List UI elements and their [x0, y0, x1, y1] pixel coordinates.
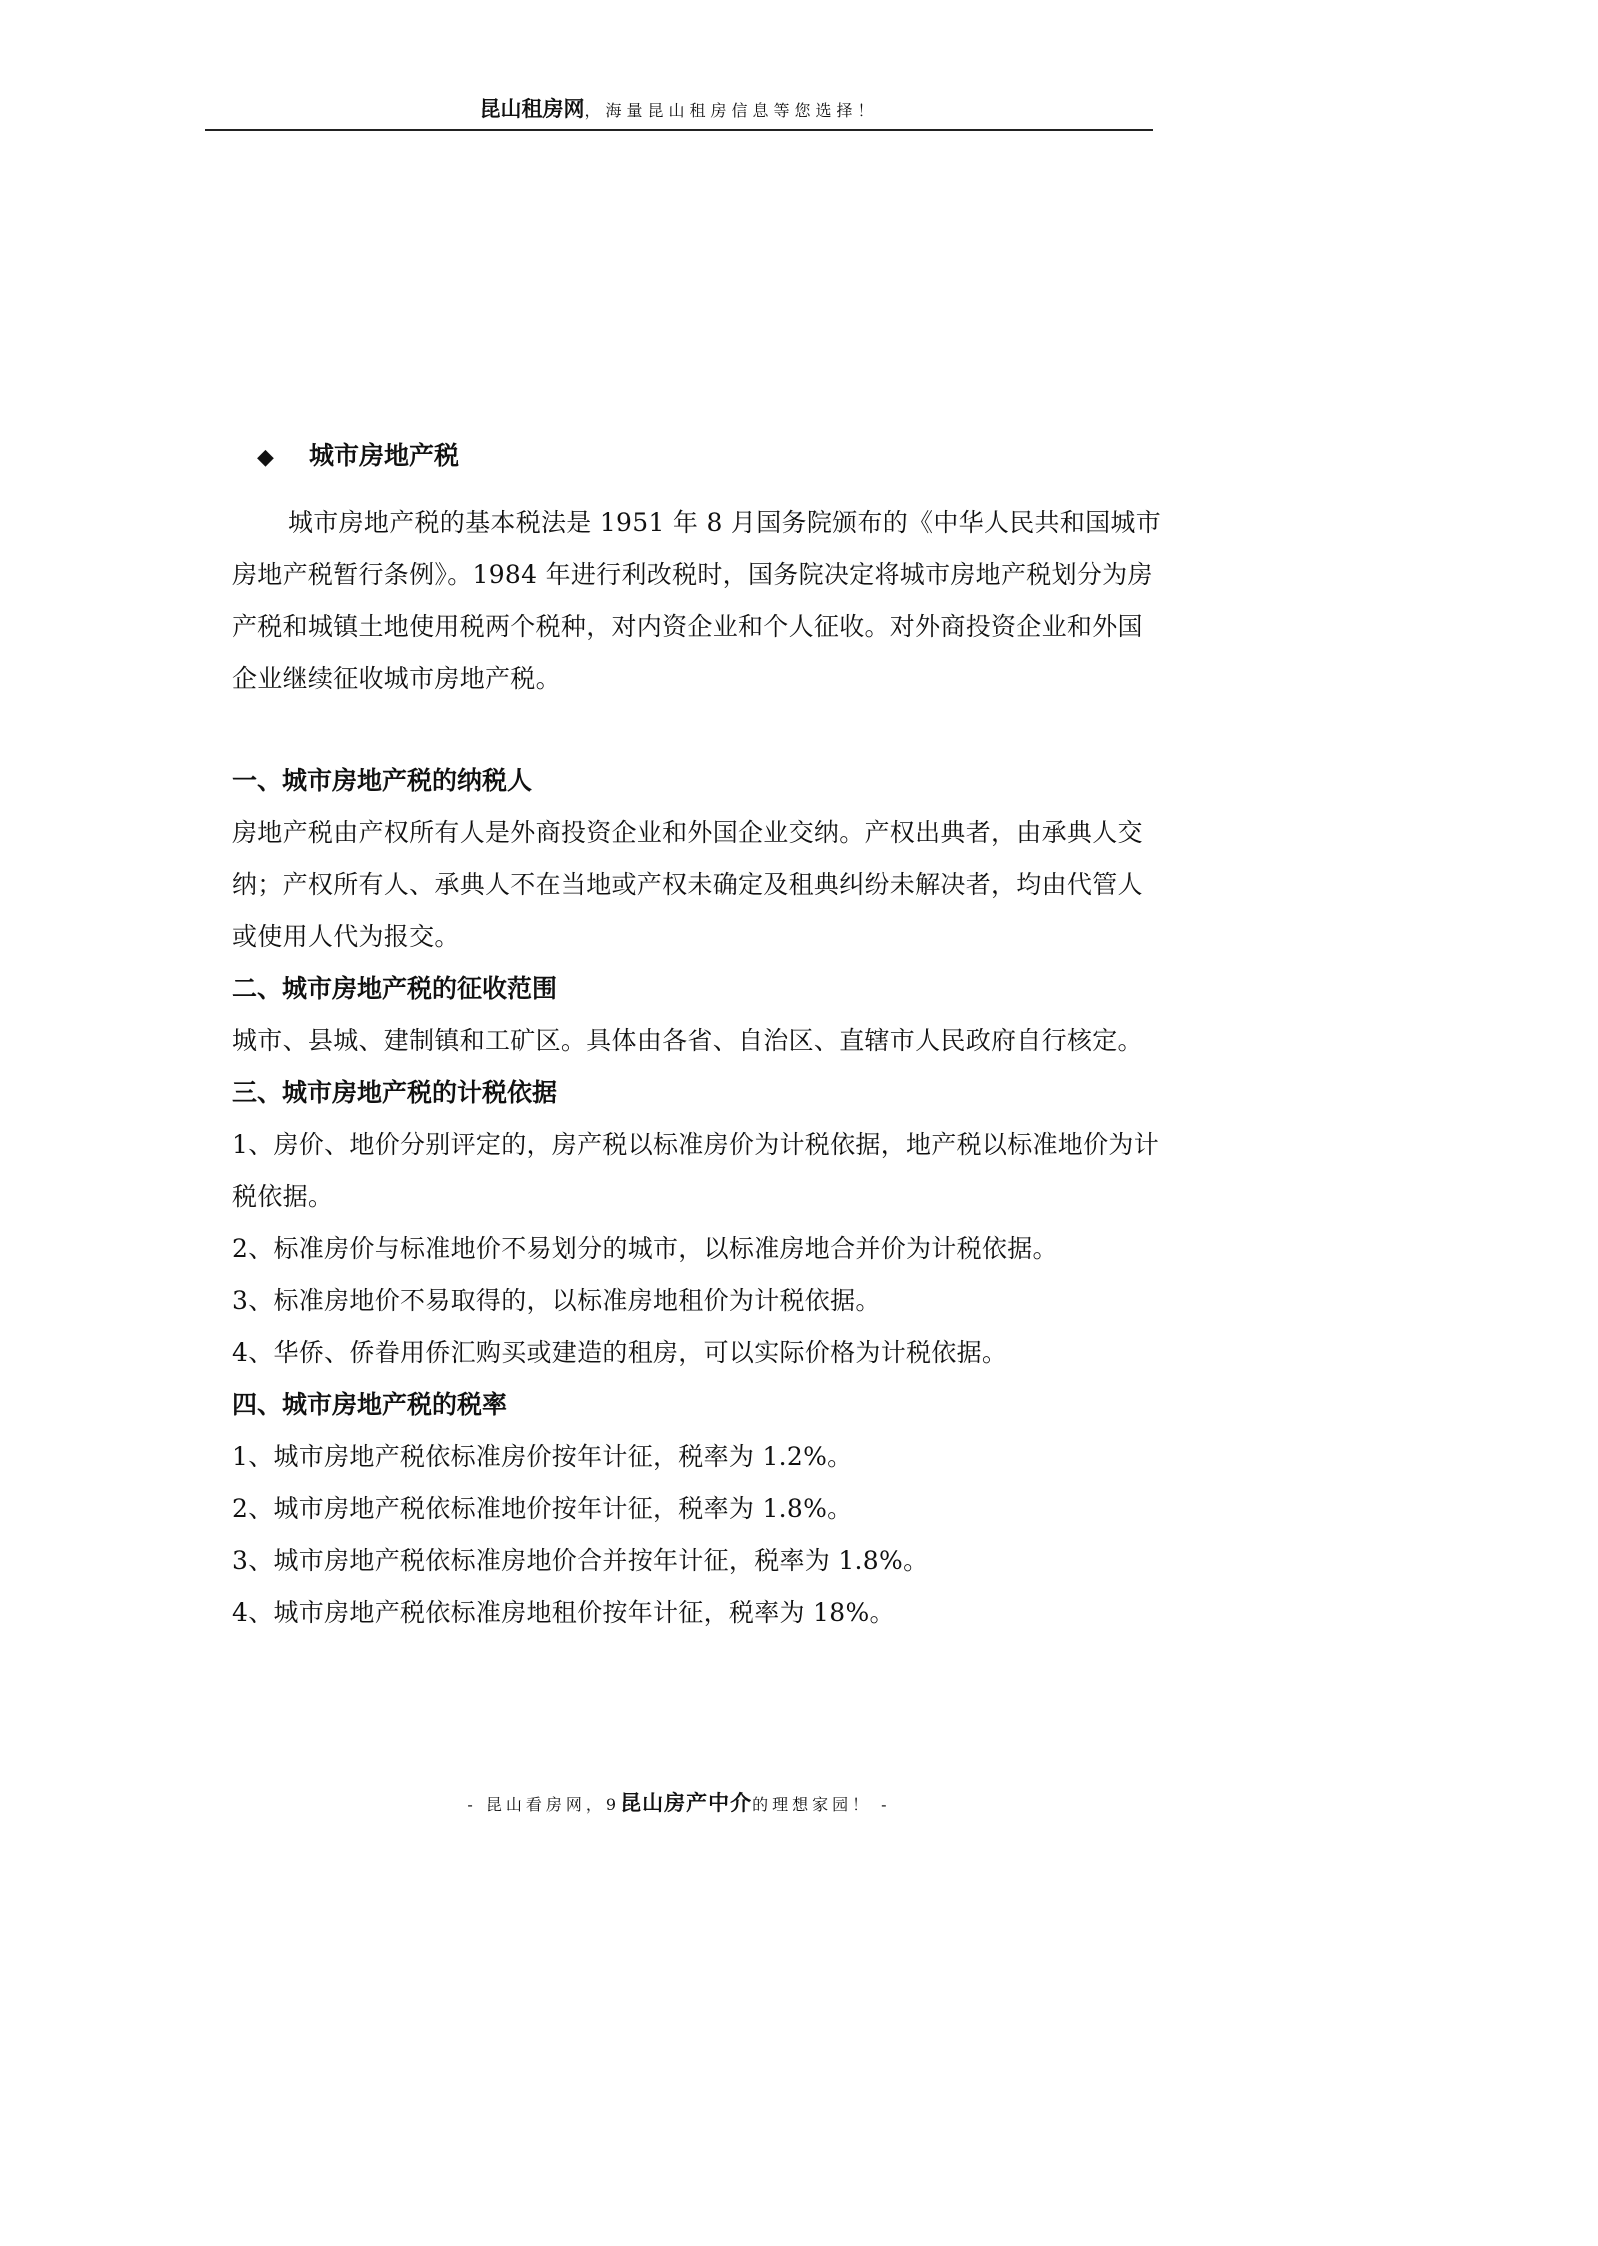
- page-header: [205, 96, 1153, 124]
- list-item-rate-1: 1、城市房地产税依标准房价按年计征，税率为 1.2%。: [232, 1442, 853, 1471]
- list-item-rate-3: 3、城市房地产税依标准房地价合并按年计征，税率为 1.8%。: [232, 1546, 929, 1575]
- header-divider: [205, 129, 1153, 131]
- section-title: [257, 438, 1162, 474]
- section-title-text: 城市房地产税: [309, 441, 460, 470]
- heading-scope: 二、城市房地产税的征收范围: [232, 974, 558, 1003]
- header-brand: 昆山租房网: [479, 97, 585, 121]
- intro-paragraph: 城市房地产税的基本税法是 1951 年 8 月国务院颁布的《中华人民共和国城市房地产税暂行条例》。1984 年进行利改税时，国务院决定将城市房地产税划分为房产税和城镇土地使用税两个税种，对内资企业和个人征收。对外商投资企业和外国企业继续征收城市房地产税。: [232, 508, 1162, 693]
- page-footer: [205, 1790, 1153, 1818]
- document-body: [232, 438, 1162, 1639]
- footer-suffix: 的理想家园！ -: [752, 1795, 891, 1814]
- list-item-basis-2: 2、标准房价与标准地价不易划分的城市，以标准房地合并价为计税依据。: [232, 1234, 1058, 1263]
- paragraph-scope: 城市、县城、建制镇和工矿区。具体由各省、自治区、直辖市人民政府自行核定。: [232, 1026, 1143, 1055]
- heading-tax-basis: 三、城市房地产税的计税依据: [232, 1078, 558, 1107]
- list-item-basis-3: 3、标准房地价不易取得的，以标准房地租价为计税依据。: [232, 1286, 881, 1315]
- list-item-rate-4: 4、城市房地产税依标准房地租价按年计征，税率为 18%。: [232, 1598, 895, 1627]
- list-item-rate-2: 2、城市房地产税依标准地价按年计征，税率为 1.8%。: [232, 1494, 853, 1523]
- diamond-bullet-icon: ◆: [257, 445, 274, 470]
- list-item-basis-4: 4、华侨、侨眷用侨汇购买或建造的租房，可以实际价格为计税依据。: [232, 1338, 1008, 1367]
- heading-tax-rate: 四、城市房地产税的税率: [232, 1390, 508, 1419]
- paragraph-taxpayer: 房地产税由产权所有人是外商投资企业和外国企业交纳。产权出典者，由承典人交纳；产权所有人、承典人不在当地或产权未确定及租典纠纷未解决者，均由代管人或使用人代为报交。: [232, 818, 1143, 951]
- header-tagline: ，海量昆山租房信息等您选择！: [584, 101, 879, 120]
- footer-prefix: - 昆山看房网，9: [467, 1795, 621, 1814]
- footer-strong: 昆山房产中介: [620, 1791, 753, 1815]
- heading-taxpayer: 一、城市房地产税的纳税人: [232, 766, 533, 795]
- list-item-basis-1: 1、房价、地价分别评定的，房产税以标准房价为计税依据，地产税以标准地价为计税依据。: [232, 1130, 1160, 1211]
